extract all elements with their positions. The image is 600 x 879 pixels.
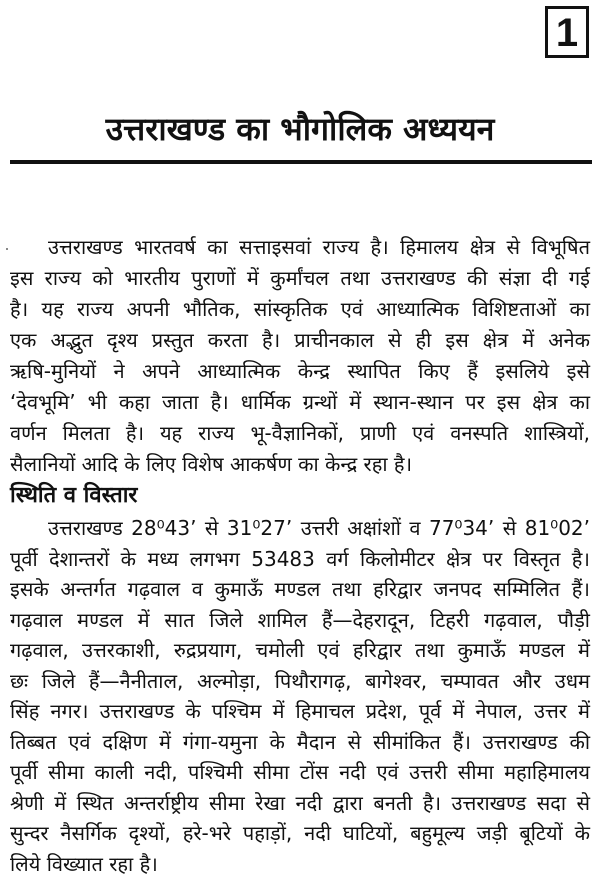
paragraph-line: छः जिले हैं—नैनीताल, अल्मोड़ा, पिथौरागढ़, बागेश्वर, चम्पावत और उधम [10, 668, 590, 693]
paragraph-line: एक अद्भुत दृश्य प्रस्तुत करता है। प्राचीनकाल से ही इस क्षेत्र में अनेक [10, 328, 590, 352]
paragraph-line: इस राज्य को भारतीय पुराणों में कुर्मांचल तथा उत्तराखण्ड की संज्ञा दी गई [10, 266, 590, 290]
paragraph-line: उत्तराखण्ड 28⁰43’ से 31⁰27’ उत्तरी अक्षांशों व 77⁰34’ से 81⁰02’ [48, 516, 590, 540]
paragraph-line: ऋषि-मुनियों ने अपने आध्यात्मिक केन्द्र स्थापित किए हैं इसलिये इसे [10, 359, 590, 383]
paragraph-line: उत्तराखण्ड भारतवर्ष का सत्ताइसवां राज्य है। हिमालय क्षेत्र से विभूषित [48, 235, 590, 259]
paragraph-line: सैलानियों आदि के लिए विशेष आकर्षण का केन्द्र रहा है। [10, 452, 413, 476]
scan-speck [6, 248, 8, 250]
paragraph-line: सुन्दर नैसर्गिक दृश्यों, हरे-भरे पहाड़ों, नदी घाटियों, बहुमूल्य जड़ी बूटियों के [10, 821, 590, 845]
paragraph-line: है। यह राज्य अपनी भौतिक, सांस्कृतिक एवं आध्यात्मिक विशिष्टताओं का [10, 297, 590, 321]
paragraph-line: श्रेणी में स्थित अन्तर्राष्ट्रीय सीमा रेखा नदी द्वारा बनती है। उत्तराखण्ड सदा से [10, 790, 590, 815]
paragraph-line: इसके अन्तर्गत गढ़वाल व कुमाऊँ मण्डल तथा हरिद्वार जनपद सम्मिलित हैं। [10, 577, 590, 601]
paragraph-line: पूर्वी देशान्तरों के मध्य लगभग 53483 वर्ग किलोमीटर क्षेत्र पर विस्तृत है। [10, 546, 590, 571]
paragraph-line: गढ़वाल मण्डल में सात जिले शामिल हैं—देहरादून, टिहरी गढ़वाल, पौड़ी [10, 607, 590, 632]
paragraph-line: लिये विख्यात रहा है। [10, 851, 158, 876]
paragraph-line: वर्णन मिलता है। यह राज्य भू-वैज्ञानिकों, प्राणी एवं वनस्पति शास्त्रियों, [10, 421, 590, 445]
section-heading: स्थिति व विस्तार [10, 483, 138, 508]
paragraph-line: तिब्बत एवं दक्षिण में गंगा-यमुना के मैदान से सीमांकित हैं। उत्तराखण्ड की [10, 729, 590, 754]
chapter-title: उत्तराखण्ड का भौगोलिक अध्ययन [105, 110, 495, 148]
title-divider [10, 160, 592, 164]
paragraph-line: सिंह नगर। उत्तराखण्ड के पश्चिम में हिमाचल प्रदेश, पूर्व में नेपाल, उत्तर में [10, 699, 590, 723]
chapter-number-box: 1 [545, 6, 589, 58]
paragraph-line: गढ़वाल, उत्तरकाशी, रुद्रप्रयाग, चमोली एवं हरिद्वार तथा कुमाऊँ मण्डल में [10, 638, 590, 662]
paragraph-line: पूर्वी सीमा काली नदी, पश्चिमी सीमा टोंस नदी एवं उत्तरी सीमा महाहिमालय [10, 760, 590, 784]
paragraph-line: ‘देवभूमि’ भी कहा जाता है। धार्मिक ग्रन्थों में स्थान-स्थान पर इस क्षेत्र का [10, 390, 590, 414]
